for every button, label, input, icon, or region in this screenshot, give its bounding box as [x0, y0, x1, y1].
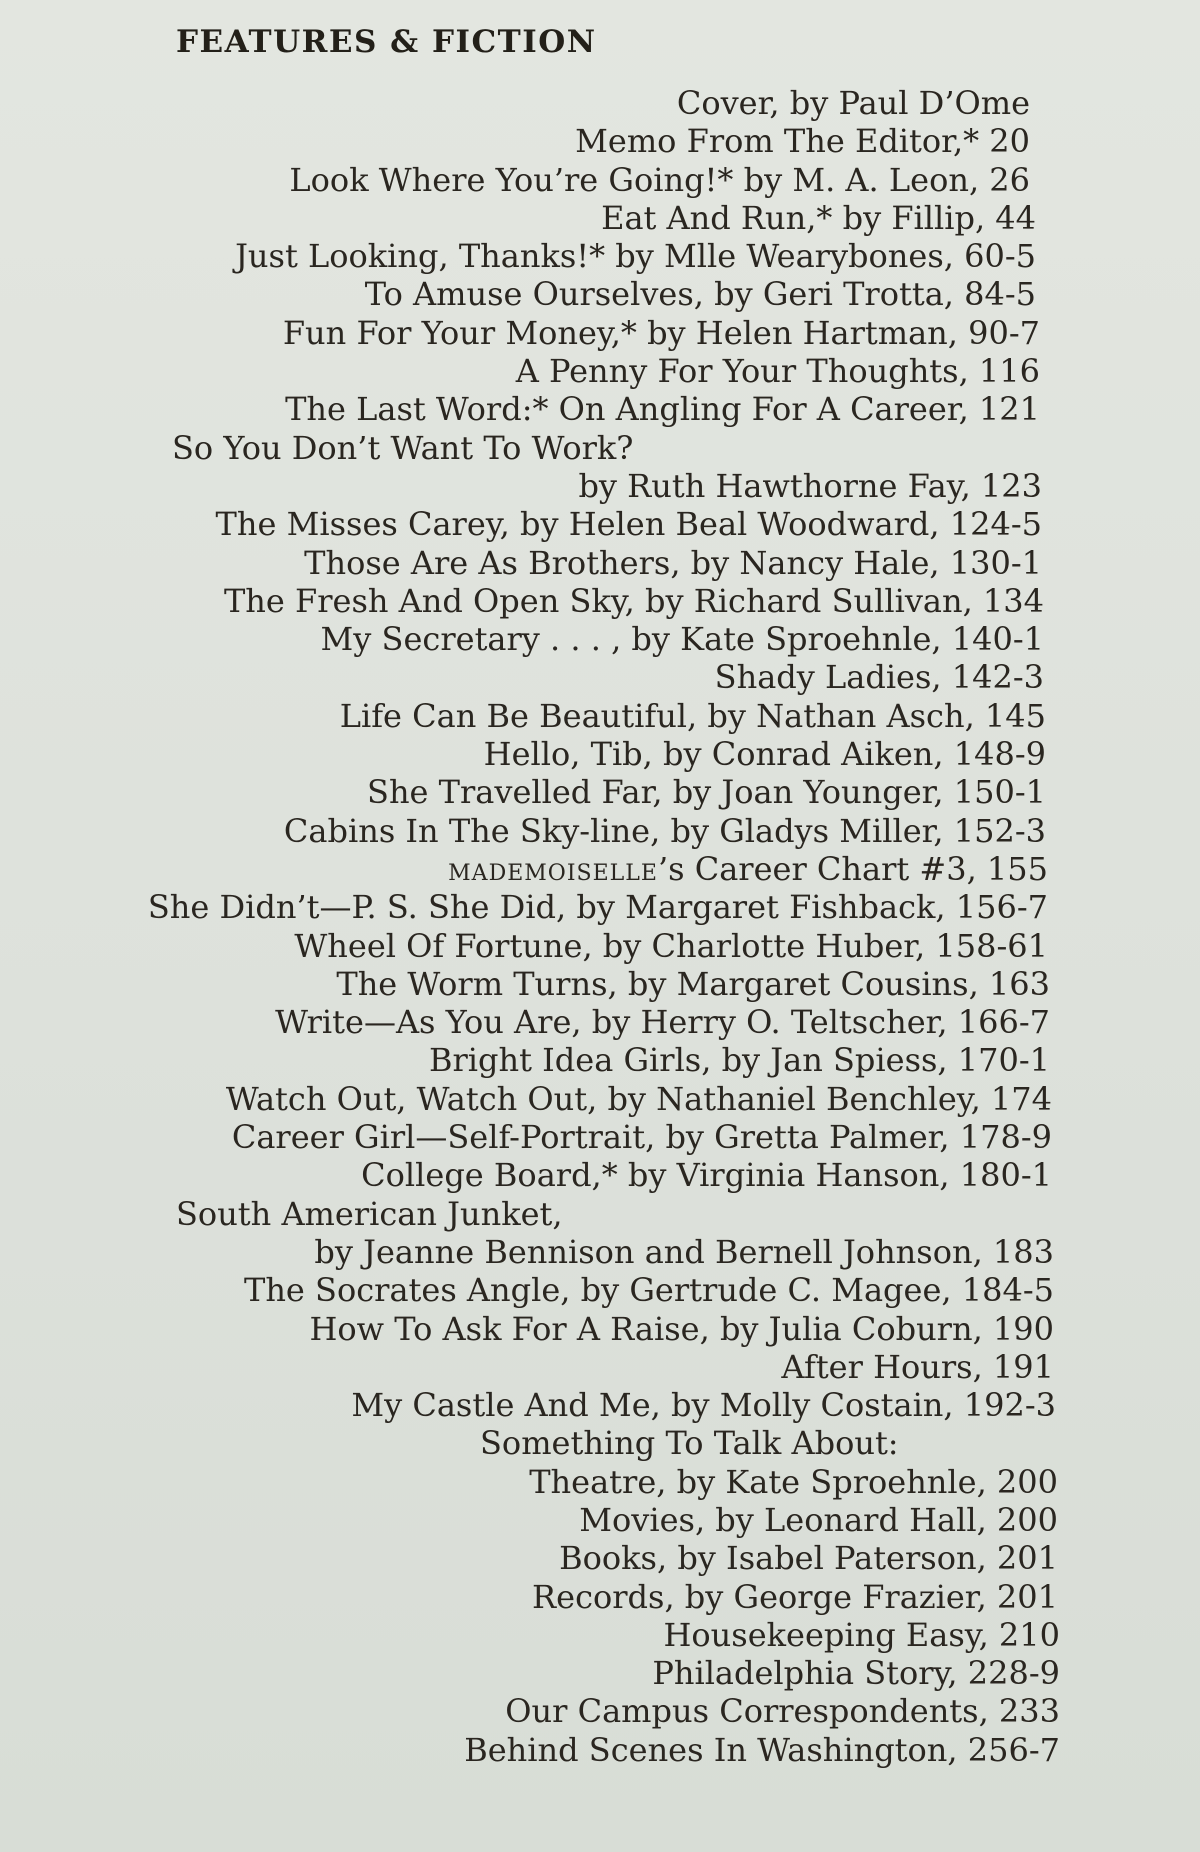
contents-entry: Those Are As Brothers, by Nancy Hale, 130-1 [304, 543, 1042, 582]
contents-entry: MADEMOISELLE’s Career Chart #3, 155 [448, 849, 1048, 888]
contents-entry: The Misses Carey, by Helen Beal Woodward, 124-5 [215, 505, 1042, 544]
contents-entry: Just Looking, Thanks!* by Mlle Wearybones, 60-5 [235, 237, 1036, 276]
section-heading: FEATURES & FICTION [176, 24, 597, 60]
contents-entry: A Penny For Your Thoughts, 116 [515, 352, 1040, 391]
contents-entry: Memo From The Editor,* 20 [575, 122, 1030, 161]
contents-entry: Career Girl—Self-Portrait, by Gretta Palmer, 178-9 [231, 1118, 1052, 1157]
contents-entry: Watch Out, Watch Out, by Nathaniel Benchley, 174 [225, 1079, 1052, 1118]
contents-entry: Books, by Isabel Paterson, 201 [559, 1539, 1058, 1578]
contents-entry: How To Ask For A Raise, by Julia Coburn, 190 [309, 1309, 1054, 1348]
contents-entry: Hello, Tib, by Conrad Aiken, 148-9 [483, 735, 1046, 774]
contents-entry: The Socrates Angle, by Gertrude C. Magee, 184-5 [243, 1271, 1054, 1310]
contents-entry: The Last Word:* On Angling For A Career, 121 [285, 390, 1040, 429]
contents-entry: Philadelphia Story, 228-9 [652, 1654, 1060, 1693]
contents-entry: Cover, by Paul D’Ome [676, 84, 1030, 122]
contents-entry: College Board,* by Virginia Hanson, 180-1 [361, 1156, 1052, 1195]
magazine-name: MADEMOISELLE [448, 860, 658, 886]
contents-entry: Something To Talk About: [480, 1424, 899, 1463]
contents-entry: South American Junket, [176, 1194, 563, 1233]
contents-entry: Theatre, by Kate Sproehnle, 200 [529, 1462, 1058, 1501]
contents-entry: Housekeeping Easy, 210 [663, 1615, 1060, 1654]
contents-entry: Write—As You Are, by Herry O. Teltscher, 166-7 [275, 1003, 1050, 1042]
contents-entry: She Didn’t—P. S. She Did, by Margaret Fishback, 156-7 [147, 888, 1048, 927]
contents-entry: Bright Idea Girls, by Jan Spiess, 170-1 [428, 1041, 1050, 1080]
contents-entry: To Amuse Ourselves, by Geri Trotta, 84-5 [364, 275, 1036, 314]
contents-entry: My Castle And Me, by Molly Costain, 192-3 [351, 1386, 1056, 1425]
contents-entry: My Secretary . . . , by Kate Sproehnle, 140-1 [320, 620, 1044, 659]
contents-entry: Cabins In The Sky-line, by Gladys Miller, 152-3 [283, 811, 1046, 850]
contents-entry: Fun For Your Money,* by Helen Hartman, 90-7 [282, 313, 1040, 352]
contents-entry: Eat And Run,* by Fillip, 44 [601, 198, 1036, 237]
contents-entry: by Ruth Hawthorne Fay, 123 [578, 466, 1042, 505]
contents-entry: The Fresh And Open Sky, by Richard Sullivan, 134 [223, 581, 1044, 620]
contents-entry: After Hours, 191 [781, 1347, 1054, 1386]
contents-entry: Life Can Be Beautiful, by Nathan Asch, 145 [339, 696, 1046, 735]
contents-entry: Our Campus Correspondents, 233 [505, 1692, 1060, 1731]
contents-entry: Look Where You’re Going!* by M. A. Leon, 26 [289, 160, 1030, 199]
contents-entry: Behind Scenes In Washington, 256-7 [464, 1730, 1060, 1769]
contents-list [100, 84, 1120, 1769]
contents-entry: by Jeanne Bennison and Bernell Johnson, 183 [314, 1232, 1054, 1271]
contents-entry: So You Don’t Want To Work? [172, 428, 634, 467]
contents-entry: Movies, by Leonard Hall, 200 [579, 1500, 1058, 1539]
contents-entry: Records, by George Frazier, 201 [532, 1577, 1058, 1616]
contents-entry: She Travelled Far, by Joan Younger, 150-1 [367, 773, 1046, 812]
contents-entry: Wheel Of Fortune, by Charlotte Huber, 158-61 [294, 926, 1048, 965]
contents-entry: The Worm Turns, by Margaret Cousins, 163 [336, 964, 1050, 1003]
contents-entry: Shady Ladies, 142-3 [714, 658, 1044, 697]
